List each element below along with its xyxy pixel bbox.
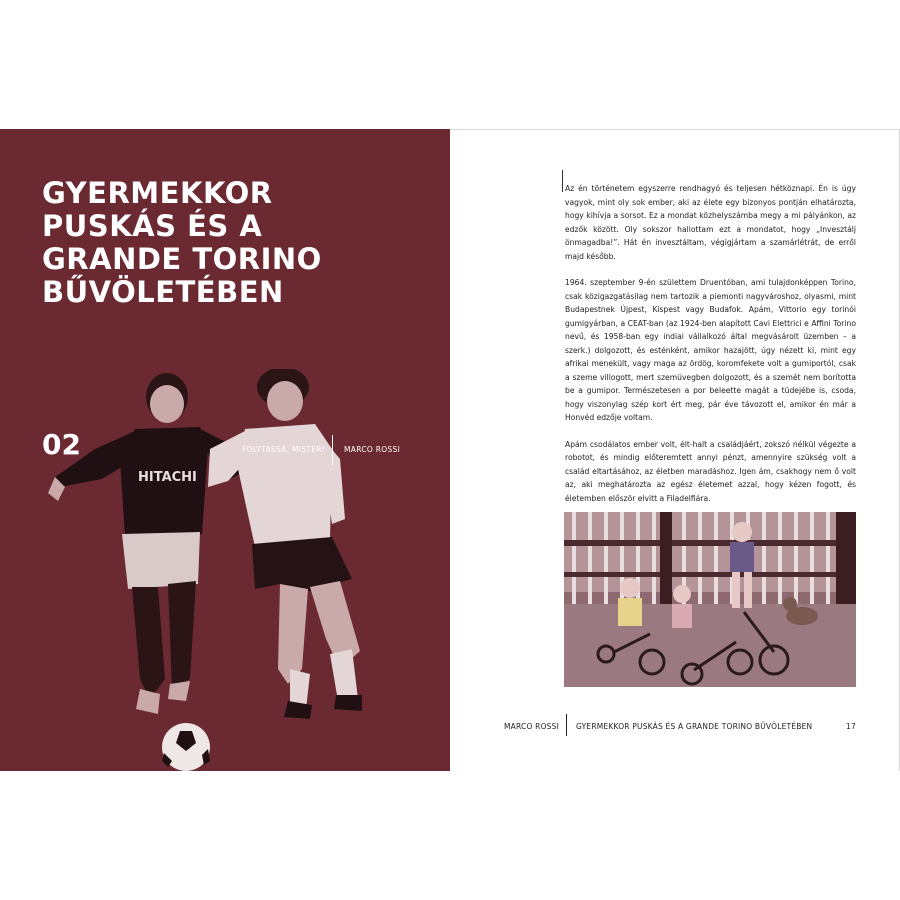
left-player-figure — [48, 373, 240, 714]
text-start-marker — [562, 170, 563, 192]
footer-divider — [566, 714, 567, 736]
football-ball — [162, 723, 210, 771]
chapter-author: MARCO ROSSI — [344, 445, 401, 454]
chapter-title-line: GRANDE TORINO — [42, 242, 322, 276]
book-spread — [0, 129, 900, 771]
body-text — [565, 182, 856, 518]
chapter-title-line: GYERMEKKOR — [42, 176, 273, 210]
paragraph: Az én történetem egyszerre rendhagyó és teljesen hétköznapi. Én is úgy vagyok, mint oly sok ember, aki az élete egy bizonyos pontján elhatározta, hogy kihívja a sorsot. Ez a mondat közhelyszámba megy a mi pályánkon, az edzők között. Oly sokszor hallottam ezt a mondatot, hogy „Invesztálj önmagadba!”. Hát én invesztáltam, végigjártam a szamárlétrát, de erről majd később. — [565, 184, 856, 261]
footer-author: MARCO ROSSI — [504, 722, 560, 731]
footer-title: GYERMEKKOR PUSKÁS ÉS A GRANDE TORINO BŰVÖLETÉBEN — [576, 722, 813, 731]
chapter-title-line: PUSKÁS ÉS A — [42, 209, 263, 243]
meta-divider — [332, 435, 333, 465]
chapter-title-line: BŰVÖLETÉBEN — [42, 275, 284, 309]
chapter-subtitle: FOLYTASSA, MISTER! — [242, 445, 326, 454]
paragraph: Apám csodálatos ember volt, élt-halt a családjáért, zokszó nélkül végezte a robotot, és mindig előteremtett annyi pénzt, amennyire szükség volt a család eltartásához, az életben maradáshoz. Igen ám, csakhogy nem ő volt az, aki meghatározta az egész életemet azzal, hogy kézen fogott, és életemben először elvitt a Filadelfiára. — [565, 439, 856, 503]
chapter-title — [42, 177, 362, 309]
right-page — [450, 129, 900, 771]
page-number: 17 — [846, 722, 856, 731]
right-player-figure — [208, 369, 362, 719]
chapter-number: 02 — [42, 428, 81, 461]
family-photo — [564, 512, 856, 687]
football-players-photo — [40, 369, 370, 771]
jersey-text: HITACHI — [138, 470, 197, 485]
left-page — [0, 129, 450, 771]
paragraph: 1964. szeptember 9-én születtem Druentóban, ami tulajdonképpen Torino, csak közigazgatásilag nem tartozik a piemonti nagyvároshoz, olyasmi, mint Budapestnek Újpest, Kispest vagy Budafok. Apám, Vittorio egy torinói gumigyárban, a CEAT-ban (az 1924-ben alapított Cavi Elettrici e Affini Torino nevű, és 1958-ban egy indiai vállalkozó által megvásárolt üzemben – a szerk.) dolgozott, és esténként, amikor hazajött, úgy nézett ki, mint egy afrikai menekült, vagy maga az ördög, koromfekete volt a gumiportól, csak a szeme villogott, mert szemüvegben dolgozott, és a szemét nem borította be a gumipor. Természetesen a por beleette magát a tüdejébe is, csoda, hogy viszonylag szép kort ért meg, pár éve távozott el, amikor én már a Honvéd edzője voltam. — [565, 278, 856, 422]
